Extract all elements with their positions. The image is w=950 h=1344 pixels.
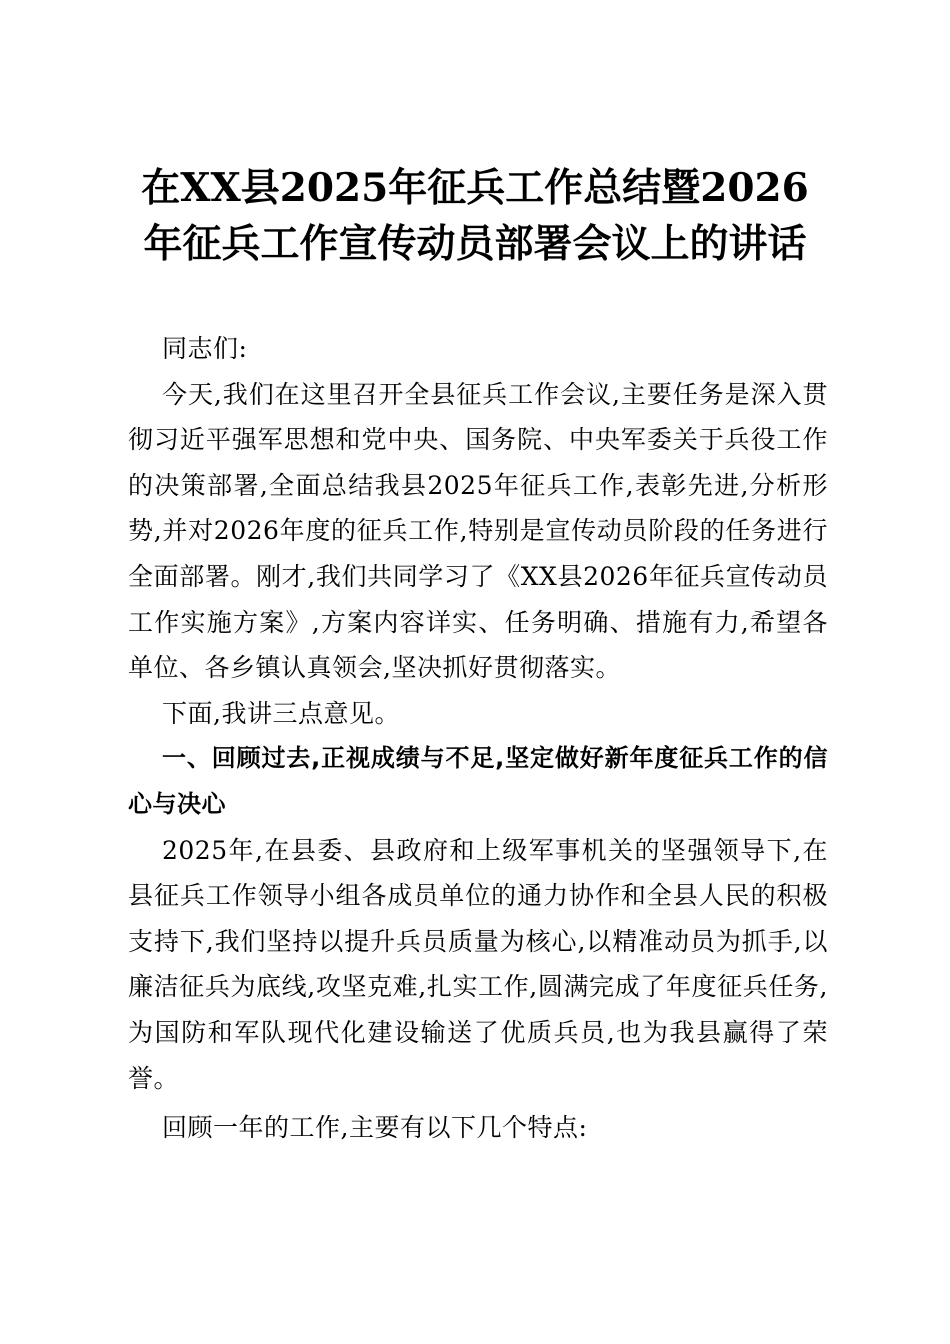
salutation: 同志们: bbox=[162, 334, 248, 363]
title-line-1: 在XX县2025年征兵工作总结暨2026 bbox=[141, 165, 809, 211]
title-line-2: 年征兵工作宣传动员部署会议上的讲话 bbox=[143, 221, 807, 267]
paragraph-features-intro: 回顾一年的工作,主要有以下几个特点: bbox=[162, 1113, 588, 1143]
paragraph-transition: 下面,我讲三点意见。 bbox=[162, 698, 400, 728]
document-title bbox=[110, 160, 840, 272]
paragraph-review: 2025年,在县委、县政府和上级军事机关的坚强领导下,在县征兵工作领导小组各成员单位的通力协作和全县人民的积极支持下,我们坚持以提升兵员质量为核心,以精准动员为抓手,以廉洁征兵为底线,攻坚克难,扎实工作,圆满完成了年度征兵任务,为国防和军队现代化建设输送了优质兵员,也为我县赢得了荣誉。 bbox=[128, 835, 828, 1093]
section-heading-1: 一、回顾过去,正视成绩与不足,坚定做好新年度征兵工作的信心与决心 bbox=[128, 744, 828, 818]
document-body bbox=[128, 326, 828, 1151]
paragraph-opening: 今天,我们在这里召开全县征兵工作会议,主要任务是深入贯彻习近平强军思想和党中央、国务院、中央军委关于兵役工作的决策部署,全面总结我县2025年征兵工作,表彰先进,分析形势,并对2026年度的征兵工作,特别是宣传动员阶段的任务进行全面部署。刚才,我们共同学习了《XX县2026年征兵宣传动员工作实施方案》,方案内容详实、任务明确、措施有力,希望各单位、各乡镇认真领会,坚决抓好贯彻落实。 bbox=[128, 379, 828, 683]
